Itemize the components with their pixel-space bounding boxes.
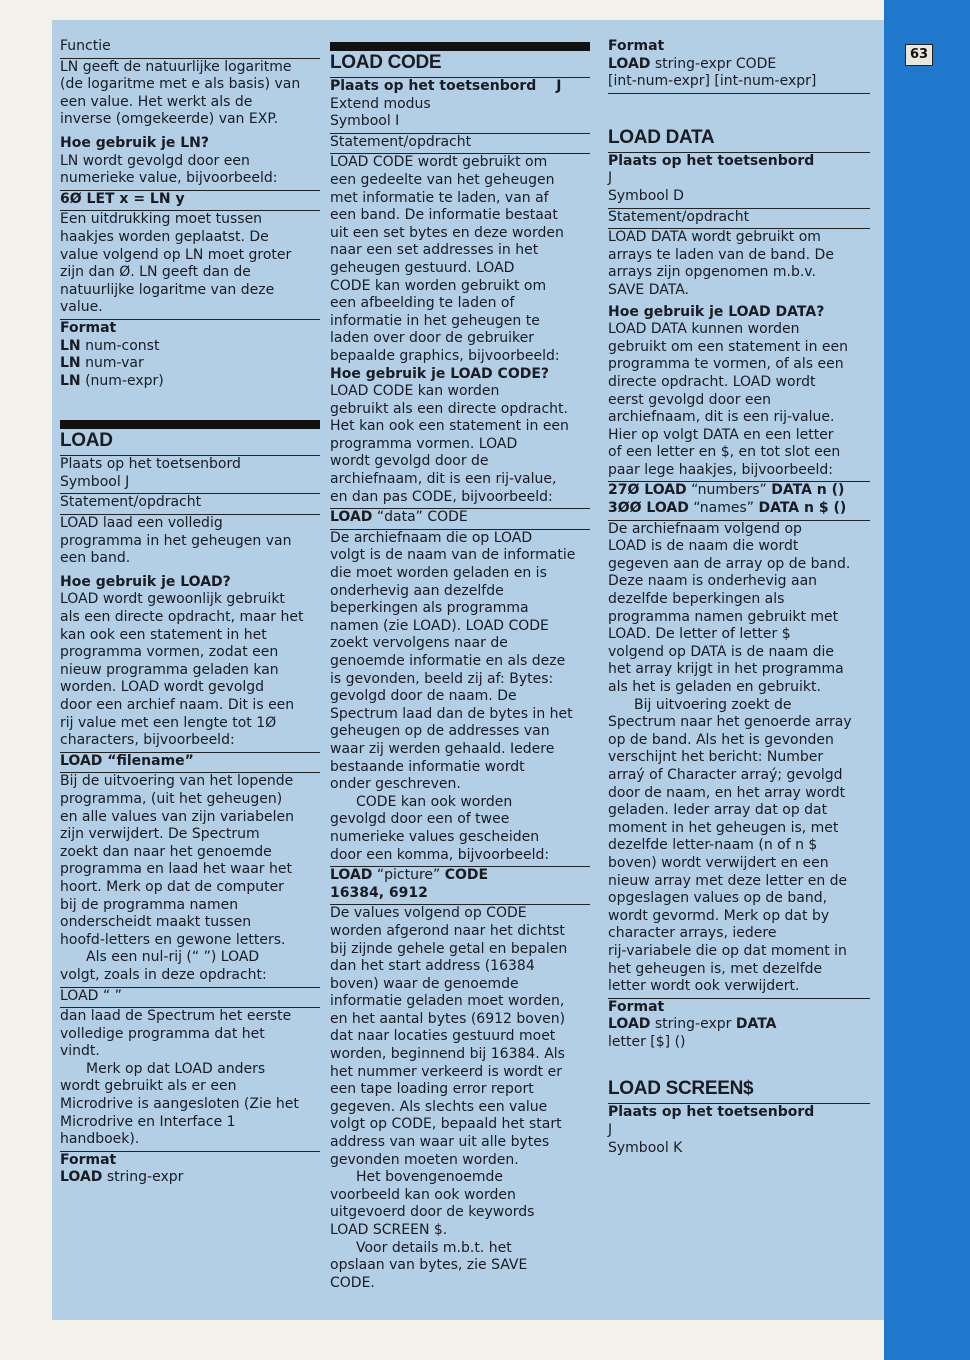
ln-example-text: Een uitdrukking moet tussen haakjes worden geplaatst. De value volgend op LN moet groter zijn dan Ø. LN geeft dan de natuurlijke logaritme van deze value.	[60, 211, 320, 320]
load-data-format-line: LOAD string-expr DATA letter [$] ()	[608, 1016, 777, 1050]
load-data-keyboard-rest: J Symbool D	[608, 170, 870, 208]
load-format-label: Format	[60, 1151, 117, 1168]
load-how-heading: Hoe gebruik je LOAD?	[60, 573, 231, 590]
column-3	[608, 38, 870, 1157]
load-data-how-heading: Hoe gebruik je LOAD DATA?	[608, 303, 825, 320]
load-data-desc: LOAD DATA wordt gebruikt om arrays te laden van de band. De arrays zijn opgenomen m.b.v. SAVE DATA.	[608, 229, 834, 298]
load-code-desc: LOAD CODE wordt gebruikt om een gedeelte van het geheugen met informatie te laden, van af een band. De informatie bestaat uit een set bytes en deze worden naar een set addresses in het geheugen gestuurd. LOAD CODE kan worden gebruikt om een afbeelding te laden of informatie in het geheugen te laden over door de gebruiker bepaalde graphics, bijvoorbeeld:	[330, 154, 564, 364]
ln-how-heading: Hoe gebruik je LN?	[60, 134, 210, 151]
load-code-save-text: Voor details m.b.t. het opslaan van bytes, zie SAVE CODE.	[330, 1239, 528, 1291]
section-bar-load	[60, 420, 320, 429]
ln-format-line-2: LN num-var	[60, 355, 144, 372]
load-code-example-1-text: De archiefnaam die op LOAD volgt is de naam van de informatie die moet worden geladen en is onderhevig aan dezelfde beperkingen als programma namen (zie LOAD). LOAD CODE zoekt vervolgens naar de genoemde informatie en als deze is gevonden, beeld zij af: Bytes: gevolgd door de naam. De Spectrum laad dan de bytes in het geheugen op de addresses van waar zij werden gehaald. Iedere bestaande informatie wordt onder geschreven.	[330, 529, 576, 793]
load-data-format-label: Format	[608, 998, 665, 1015]
load-code-example-2-text: De values volgend op CODE worden afgerond naar het dichtst bij zijnde gehele getal en bepalen dan het start address (16384 boven) waar de genoemde informatie geladen moet worden, en het aantal bytes (6912 boven) dat naar locaties gestuurd moet worden, beginnend bij 16384. Als het nummer verkeerd is wordt er een tape loading error report gegeven. Als slechts een value volgt op CODE, bepaald het start address van waar uit alle bytes gevonden moeten worden.	[330, 905, 568, 1168]
blue-edge-stripe	[884, 0, 970, 1360]
load-code-screen-text: Het bovengenoemde voorbeeld kan ook worden uitgevoerd door de keywords LOAD SCREEN $.	[330, 1169, 535, 1238]
load-code-how-text: LOAD CODE kan worden gebruikt als een directe opdracht. Het kan ook een statement in een programma vormen. LOAD wordt gevolgd door de archiefnaam, dit is een rij-value, en dan pas CODE, bijvoorbeeld:	[330, 383, 590, 509]
load-code-format-label: Format	[608, 38, 665, 54]
load-code-statement: Statement/opdracht	[330, 134, 590, 155]
ln-example: 6Ø LET x = LN y	[60, 191, 320, 212]
load-code-example-1: LOAD “data” CODE	[330, 509, 590, 530]
load-screen-title: LOAD SCREEN$	[608, 1077, 870, 1104]
functie-label: Functie	[60, 38, 320, 59]
ln-how-text: LN wordt gevolgd door een numerieke value, bijvoorbeeld:	[60, 153, 320, 191]
load-statement: Statement/opdracht	[60, 494, 320, 515]
load-data-how-text: LOAD DATA kunnen worden gebruikt om een statement in een programma te vormen, of als een directe opdracht. LOAD wordt eerst gevolgd door een archiefnaam, dit is een rij-value. Hier op volgt DATA en een letter of een letter en $, en tot slot een paar lege haakjes, bijvoorbeeld:	[608, 321, 870, 482]
load-null-result: dan laad de Spectrum het eerste volledige programma dat het vindt.	[60, 1008, 292, 1060]
load-code-example-2-intro: CODE kan ook worden gevolgd door een of twee numerieke values gescheiden door een komma, bijvoorbeeld:	[330, 794, 590, 867]
column-2	[330, 38, 590, 1292]
functie-text: LN geeft de natuurlijke logaritme (de logaritme met e als basis) van een value. Het werkt als de inverse (omgekeerde) van EXP.	[60, 58, 301, 128]
section-bar-load-code	[330, 42, 590, 51]
load-title: LOAD	[60, 429, 320, 456]
ln-format-label: Format	[60, 319, 117, 336]
load-code-keyboard-mode: Extend modus Symbool I	[330, 96, 590, 134]
load-data-statement: Statement/opdracht	[608, 209, 870, 230]
load-data-example-2: 3ØØ LOAD “names” DATA n $ ()	[608, 500, 870, 521]
load-screen-keyboard-rest: J Symbool K	[608, 1122, 683, 1156]
column-1	[60, 38, 320, 1187]
load-null-example: LOAD “ ”	[60, 988, 320, 1009]
load-format-line: LOAD string-expr	[60, 1169, 184, 1186]
load-null-text: Als een nul-rij (“ ”) LOAD volgt, zoals in deze opdracht:	[60, 949, 320, 987]
load-code-title: LOAD CODE	[330, 51, 590, 78]
load-code-format-line: LOAD string-expr CODE [int-num-expr] [int-num-expr]	[608, 56, 870, 94]
load-code-how-heading: Hoe gebruik je LOAD CODE?	[330, 365, 550, 382]
load-microdrive-text: Merk op dat LOAD anders wordt gebruikt als er een Microdrive is aangesloten (Zie het Microdrive en Interface 1 handboek).	[60, 1061, 320, 1152]
load-data-exec-text: Bij uitvoering zoekt de Spectrum naar het genoerde array op de band. Als het is gevonden verschijnt het bericht: Number arraý of Character arraý; gevolgd door de naam, en het array wordt geladen. Ieder array dat op dat moment in het geheugen is, met dezelfde letter-naam (n of n $ boven) wordt verwijdert en een nieuw array met deze letter en de opgeslagen values op de band, wordt gevormd. Merk op dat by character arrays, iedere rij-variabele die op dat moment in het geheugen is, met dezelfde letter wordt ook verwijdert.	[608, 697, 870, 999]
page-number: 63	[905, 44, 933, 66]
load-screen-keyboard-label: Plaats op het toetsenbord	[608, 1104, 815, 1121]
load-data-title: LOAD DATA	[608, 126, 870, 153]
load-data-example-1: 27Ø LOAD “numbers” DATA n ()	[608, 482, 845, 499]
ln-format-line-3: LN (num-expr)	[60, 372, 164, 389]
load-how-text: LOAD wordt gewoonlijk gebruikt als een directe opdracht, maar het kan ook een statement in het programma vormen, zodat een nieuw programma geladen kan worden. LOAD wordt gevolgd door een archief naam. Dit is een rij value met een lengte tot 1Ø characters, bijvoorbeeld:	[60, 591, 320, 752]
ln-format-line-1: LN num-const	[60, 337, 160, 354]
load-example-text: Bij de uitvoering van het lopende programma, (uit het geheugen) en alle values van zijn variabelen zijn verwijdert. De Spectrum zoekt dan naar het genoemde programma en laad het waar het hoort. Merk op dat de computer bij de programma namen onderscheidt maakt tussen hoofd-letters en gewone letters.	[60, 773, 294, 948]
load-example: LOAD “filename”	[60, 753, 320, 774]
load-desc: LOAD laad een volledig programma in het geheugen van een band.	[60, 515, 292, 567]
load-data-example-text: De archiefnaam volgend op LOAD is de naam die wordt gegeven aan de array op de band. Deze naam is onderhevig aan dezelfde beperkingen als programma namen gebruikt met LOAD. De letter of letter $ volgend op DATA is de naam die het array krijgt in het programma als het is geladen en gebruikt.	[608, 520, 851, 695]
load-data-keyboard-label: Plaats op het toetsenbord	[608, 152, 815, 169]
load-keyboard: Plaats op het toetsenbord Symbool J	[60, 456, 320, 494]
load-code-example-2: LOAD “picture” CODE 16384, 6912	[330, 867, 590, 905]
load-code-keyboard-label: Plaats op het toetsenbord J	[330, 78, 562, 94]
